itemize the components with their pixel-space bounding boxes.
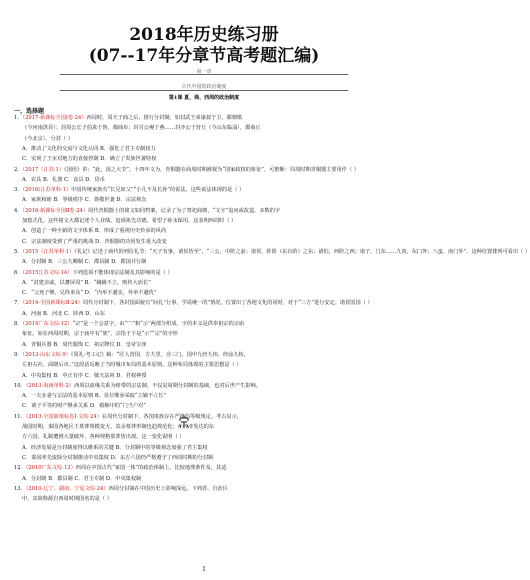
question-text-line: 战国时期，秦国各地区王墓葬规模变大，其余墓葬形制也趋规范化；在经济发达的东	[22, 424, 214, 430]
question-line	[14, 414, 398, 421]
question-number: 13．	[14, 485, 26, 492]
question-stem: 西周分封制在中国历史上影响深远。下列省、自治区	[108, 485, 228, 492]
question-stem: 周代分封制下，各封国面貌有“间礼”行事，学说统一的”情况，位置出了各地文化的同时，对于“三方”进行安定。诸侯国国（ ）	[82, 300, 373, 307]
question-text-line: 左祖右社，面朝后市。”这段话反映了当时城市布局的基本原则。这种布局体现的主要思想是（ ）	[22, 362, 242, 369]
question-source: （2015（江苏单科·1）	[22, 248, 75, 255]
question-stem: 《周礼·考工记》载：“匠人营国，方九里，旁三门。国中九经九纬，经涂九轨，	[70, 351, 249, 358]
question-source: （2016(江苏单科·1）	[22, 187, 72, 194]
question-source: （2013·山东文综·9）	[22, 351, 71, 358]
question-text-line: A．推动了文化的交流与文化认同 B．强化了君主专制权力	[22, 145, 156, 152]
page-number: 1	[202, 566, 206, 573]
question-text-line: A．农具 B．礼器 C．食具 D．货币	[22, 176, 105, 183]
question-source: （2010广东文综·12）	[25, 465, 76, 472]
question-text-line: C．宗法制度受到了严重的挑战 D．青铜器的功用发生重大改变	[22, 238, 167, 245]
document-title: 2018年历史练习册	[129, 25, 279, 45]
question-number: 8．	[14, 321, 23, 327]
question-source: （2013·全国新课标卷Ⅰ·文综·24）	[25, 413, 102, 420]
question-number: 6．	[14, 269, 23, 276]
question-text-line: A．“封建亲戚，以蕃屏周” B．“嫡嫡不立，则传大而长”	[22, 279, 151, 286]
question-text-line: 方六国，礼制遭到大量破坏，各种规格墓葬皆出现。这一变化说明（ ）	[22, 434, 185, 441]
question-stem: 西周时，周天子商之后，推行分封制，如封武王弟康叔于卫，都朝歌	[86, 115, 243, 121]
question-line	[14, 383, 398, 390]
question-text-line: （今河南淇县）；封周公长子伯禽于鲁，都曲阜；封召公奭于燕……封齐公于营丘（今山东临淄），都商丘	[22, 125, 261, 132]
question-number: 12．	[14, 465, 26, 472]
question-text-line: C．“父死子继，兄终弟及” D．“内举不避亲，外举不避仇”	[22, 290, 157, 297]
question-line	[14, 465, 398, 472]
question-number: 2．	[14, 166, 23, 173]
question-number: 7．	[14, 300, 23, 307]
section-heading: 第1课 夏、商、西周的政治制度	[168, 95, 240, 101]
divider	[60, 90, 348, 91]
question-line	[14, 270, 398, 277]
question-text-line: A．经济发展是分封制度得以维系的关键 B．分封制中的等级观念加强了君主集权	[22, 444, 208, 451]
chapter-name: 古代中国的政治制度	[181, 84, 227, 90]
part-heading: 一、选择题	[14, 108, 45, 115]
question-text-line: A．分封制 B．三公九卿制 C．郡县制 D．郡国并行制	[22, 259, 147, 266]
question-line	[14, 187, 398, 194]
question-stem: “宗”是一个会意字，由“宀”和“示”两部分组成，字的本义是供奉祖宗的宗庙	[72, 321, 245, 327]
question-source: （2013·海南单科·2）	[25, 382, 75, 389]
question-stem: 《礼记》记述了商代的列位礼节：“天子有事，诸侯皆至”，“三公，中阶之前；诸侯，阼阶（东台阶）之东；诸伯，西阶之西；诸子，门东……九夷，东门外；八蛮，南门外”，这种位置排列可看出（ ）	[74, 248, 530, 255]
question-text-line: 加悠式化。这些铭文大都记述个人业绩，追颂祖先功德，希望子孙永保用。这表明西周时（ ）	[22, 218, 237, 224]
question-stem: 在周代分封制下，各国贵族存在严格的等级规定。考古显示，	[101, 413, 242, 420]
question-source: （2010·辽宁、湖南、宁夏文综·24）	[25, 485, 109, 492]
question-line	[14, 321, 398, 328]
question-text-line: A．分封制 B．郡县制 C．君主专制 D．中央集权制	[22, 475, 142, 482]
zong-character-glyph	[178, 415, 190, 429]
question-source: （2017（江苏·1）	[22, 166, 64, 173]
question-line	[14, 115, 398, 122]
question-text-line: A．中央集权 B．中正有序 C．敬天法祖 D．君权神授	[22, 372, 147, 379]
document-subtitle: (07--17年分章节高考题汇编)	[88, 46, 320, 66]
question-number: 11．	[14, 413, 26, 420]
question-text-line: 中，其简称源自西周时期国名的是（ ）	[22, 496, 112, 503]
question-number: 1．	[14, 115, 23, 121]
question-text-line: C．秦国率先废除分封制推动中央集权 D．东方六国仍严格遵守了西周时期的分封制	[22, 454, 214, 461]
question-line	[14, 300, 398, 307]
question-source: （2016·新课标全国Ⅱ卷·24）	[22, 207, 89, 214]
question-text-line: A．青铜兵器 B．周代服饰 C．祖宗牌位 D．皇帝宝座	[22, 341, 147, 348]
question-text-line: 象征。如在西周时期，宗子庙中有“族”，宗指于下是“示”“宗”的字形	[22, 331, 178, 338]
chapter-label: 第一章	[196, 69, 212, 75]
question-line	[14, 486, 398, 493]
question-stem: 下列选项不能体现宗法制及其影响的是（ ）	[72, 269, 173, 276]
question-stem: 西周以血缘关系为纽带的宗法制，不仅是周期分封制的基础，也对后世产生影响。	[74, 382, 261, 389]
question-text-line: A．家族和睦 B．等级秩序 C．尊敬世袭 D．宗法观念	[22, 197, 147, 204]
question-source: （2015江苏文综·14）	[22, 269, 73, 276]
question-text-line: C．实现了王室对地方的直接控制 D．确立了贵族世袭特权	[22, 156, 157, 163]
question-source: （2017·新课标全国Ⅰ卷·24）	[22, 115, 87, 121]
question-number: 10．	[14, 382, 26, 389]
question-stem: 中国传统家族有“长兄如父”“小儿不及长孙”的说法。这些说法体现的是（ ）	[71, 187, 245, 194]
question-text-line: C．诸子平等的财产继承关系 D．婚姻中的“门当户对”	[22, 403, 147, 410]
question-source: （2014广东文综·12）	[22, 321, 73, 327]
question-number: 5．	[14, 248, 23, 255]
question-stem: 周代青铜器上的铭文如同档案，记录了为了祭祀商朝，“文字”追问或改造，多数的字	[88, 207, 281, 214]
question-stem: 《国语》讲：“此，国之大节”。十四年文为，青铜器在商周时期被视为“国家政权的象征”，可推断：周周时期青铜器主要用作（ ）	[64, 166, 359, 173]
question-stem: 西周在中国古代“家国一体”的政治体制上，比较地理条件及，其适	[75, 465, 227, 472]
question-line	[14, 352, 398, 359]
question-line	[14, 248, 530, 256]
question-line	[14, 208, 398, 215]
question-line	[14, 167, 398, 174]
question-number: 4．	[14, 207, 23, 214]
question-text-line: （今北京）。分封（ ）	[22, 135, 73, 142]
question-text-line: A．一夫多妻与宗法的基本原则 B．显位继承采取“立嫡不立长”	[22, 393, 167, 400]
question-text-line: A．河南 B．河北 C．陕西 D．山东	[22, 310, 105, 317]
question-text-line: A．创造了一种全新的文字体系 B．形成了重视历史传承的风尚	[22, 228, 167, 235]
question-number: 9．	[14, 351, 23, 358]
question-source: （2014·全国新课标Ⅱ·24）	[22, 300, 83, 307]
question-number: 3．	[14, 187, 23, 194]
